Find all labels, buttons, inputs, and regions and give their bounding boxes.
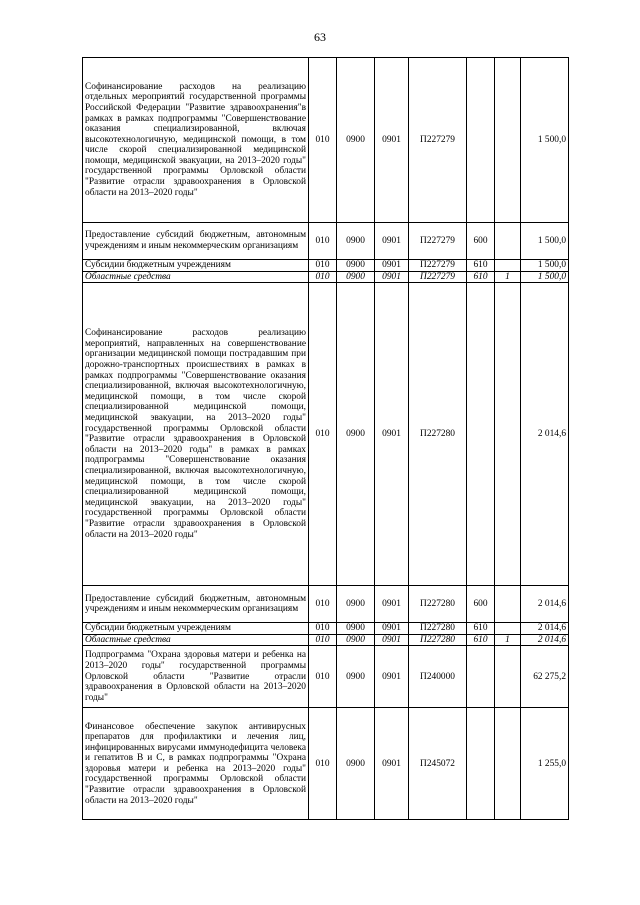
code-section: 0900 <box>337 634 375 646</box>
code-section: 0900 <box>337 260 375 272</box>
amount: 2 014,6 <box>521 586 569 623</box>
row-name: Финансовое обеспечение закупок антивирусных препаратов для профилактики и лечения лиц, инфицированных вирусами иммунодефицита человека и гепатитов В и С, в рамках подпрограммы "Охрана здоровья матери и ребенка на 2013–2020 годы" государственной программы Орловской области "Развитие отрасли здравоохранения в Орловской области на 2013–2020 годы" <box>83 708 309 820</box>
code-subsection: 0901 <box>375 646 409 708</box>
code-subsection: 0901 <box>375 586 409 623</box>
amount: 2 014,6 <box>521 634 569 646</box>
code-ministry: 010 <box>309 646 337 708</box>
code-funding-source <box>495 646 521 708</box>
budget-table <box>82 57 569 820</box>
code-subsection: 0901 <box>375 623 409 635</box>
code-expense-type <box>467 646 495 708</box>
table-row <box>83 223 569 260</box>
table-row <box>83 708 569 820</box>
page-number: 63 <box>314 30 326 44</box>
amount: 2 014,6 <box>521 623 569 635</box>
row-name: Софинансирование расходов реализацию мероприятий, направленных на совершенствование организации медицинской помощи пострадавшим при дорожно-транспортных происшествиях в рамках в рамках подпрограммы "Совершенствование оказания специализированной, включая высокотехнологичную, медицинской помощи, в том числе скорой специализированной медицинской помощи, медицинской эвакуации, на 2013–2020 годы" государственной программы Орловской области "Развитие отрасли здравоохранения в Орловской области на 2013–2020 годы" в рамках в рамках подпрограммы "Совершенствование оказания специализированной, включая высокотехнологичную, медицинской помощи, в том числе скорой специализированной медицинской помощи, медицинской эвакуации, на 2013–2020 годы" государственной программы Орловской области "Развитие отрасли здравоохранения в Орловской области на 2013–2020 годы" <box>83 283 309 586</box>
row-name: Субсидии бюджетным учреждениям <box>83 623 309 635</box>
code-section: 0900 <box>337 708 375 820</box>
code-ministry: 010 <box>309 223 337 260</box>
code-target: П227280 <box>409 634 467 646</box>
amount: 1 255,0 <box>521 708 569 820</box>
table-row <box>83 58 569 223</box>
table-row <box>83 271 569 283</box>
code-expense-type: 610 <box>467 271 495 283</box>
code-ministry: 010 <box>309 623 337 635</box>
code-target: П227280 <box>409 586 467 623</box>
code-ministry: 010 <box>309 58 337 223</box>
code-target: П245072 <box>409 708 467 820</box>
row-name: Софинансирование расходов на реализацию отдельных мероприятий государственной программы Российской Федерации "Развитие здравоохранения"в рамках в рамках подпрограммы "Совершенствование оказания специализированной, включая высокотехнологичную, медицинской помощи, в том числе скорой специализированной медицинской помощи, медицинской эвакуации, на 2013–2020 годы" государственной программы Орловской области "Развитие отрасли здравоохранения в Орловской области на 2013–2020 годы" <box>83 58 309 223</box>
code-expense-type <box>467 283 495 586</box>
row-name: Предоставление субсидий бюджетным, автономным учреждениям и иным некоммерческим организациям <box>83 586 309 623</box>
code-subsection: 0901 <box>375 260 409 272</box>
code-section: 0900 <box>337 623 375 635</box>
code-ministry: 010 <box>309 708 337 820</box>
row-name: Подпрограмма "Охрана здоровья матери и ребенка на 2013–2020 годы" государственной программы Орловской области "Развитие отрасли здравоохранения в Орловской области на 2013–2020 годы" <box>83 646 309 708</box>
code-section: 0900 <box>337 283 375 586</box>
table-row <box>83 260 569 272</box>
code-subsection: 0901 <box>375 708 409 820</box>
code-section: 0900 <box>337 646 375 708</box>
code-funding-source: 1 <box>495 271 521 283</box>
amount: 62 275,2 <box>521 646 569 708</box>
code-ministry: 010 <box>309 634 337 646</box>
row-name: Субсидии бюджетным учреждениям <box>83 260 309 272</box>
code-expense-type <box>467 58 495 223</box>
code-funding-source <box>495 58 521 223</box>
row-name: Областные средства <box>83 634 309 646</box>
table-row <box>83 646 569 708</box>
code-ministry: 010 <box>309 283 337 586</box>
code-section: 0900 <box>337 586 375 623</box>
code-expense-type: 610 <box>467 623 495 635</box>
code-funding-source: 1 <box>495 634 521 646</box>
code-target: П240000 <box>409 646 467 708</box>
code-ministry: 010 <box>309 271 337 283</box>
code-funding-source <box>495 283 521 586</box>
row-name: Областные средства <box>83 271 309 283</box>
code-section: 0900 <box>337 223 375 260</box>
code-funding-source <box>495 223 521 260</box>
code-ministry: 010 <box>309 586 337 623</box>
table-row <box>83 623 569 635</box>
code-section: 0900 <box>337 271 375 283</box>
code-target: П227279 <box>409 260 467 272</box>
code-target: П227279 <box>409 58 467 223</box>
code-expense-type: 610 <box>467 260 495 272</box>
code-subsection: 0901 <box>375 283 409 586</box>
code-expense-type: 600 <box>467 223 495 260</box>
table-row <box>83 283 569 586</box>
code-subsection: 0901 <box>375 58 409 223</box>
code-funding-source <box>495 586 521 623</box>
code-target: П227279 <box>409 271 467 283</box>
code-funding-source <box>495 708 521 820</box>
table-row <box>83 586 569 623</box>
code-funding-source <box>495 260 521 272</box>
code-target: П227280 <box>409 623 467 635</box>
code-expense-type: 610 <box>467 634 495 646</box>
amount: 1 500,0 <box>521 223 569 260</box>
code-section: 0900 <box>337 58 375 223</box>
code-expense-type: 600 <box>467 586 495 623</box>
code-target: П227280 <box>409 283 467 586</box>
amount: 2 014,6 <box>521 283 569 586</box>
code-subsection: 0901 <box>375 634 409 646</box>
amount: 1 500,0 <box>521 271 569 283</box>
table-row <box>83 634 569 646</box>
code-expense-type <box>467 708 495 820</box>
code-subsection: 0901 <box>375 223 409 260</box>
code-funding-source <box>495 623 521 635</box>
code-ministry: 010 <box>309 260 337 272</box>
row-name: Предоставление субсидий бюджетным, автономным учреждениям и иным некоммерческим организациям <box>83 223 309 260</box>
amount: 1 500,0 <box>521 260 569 272</box>
code-subsection: 0901 <box>375 271 409 283</box>
amount: 1 500,0 <box>521 58 569 223</box>
code-target: П227279 <box>409 223 467 260</box>
